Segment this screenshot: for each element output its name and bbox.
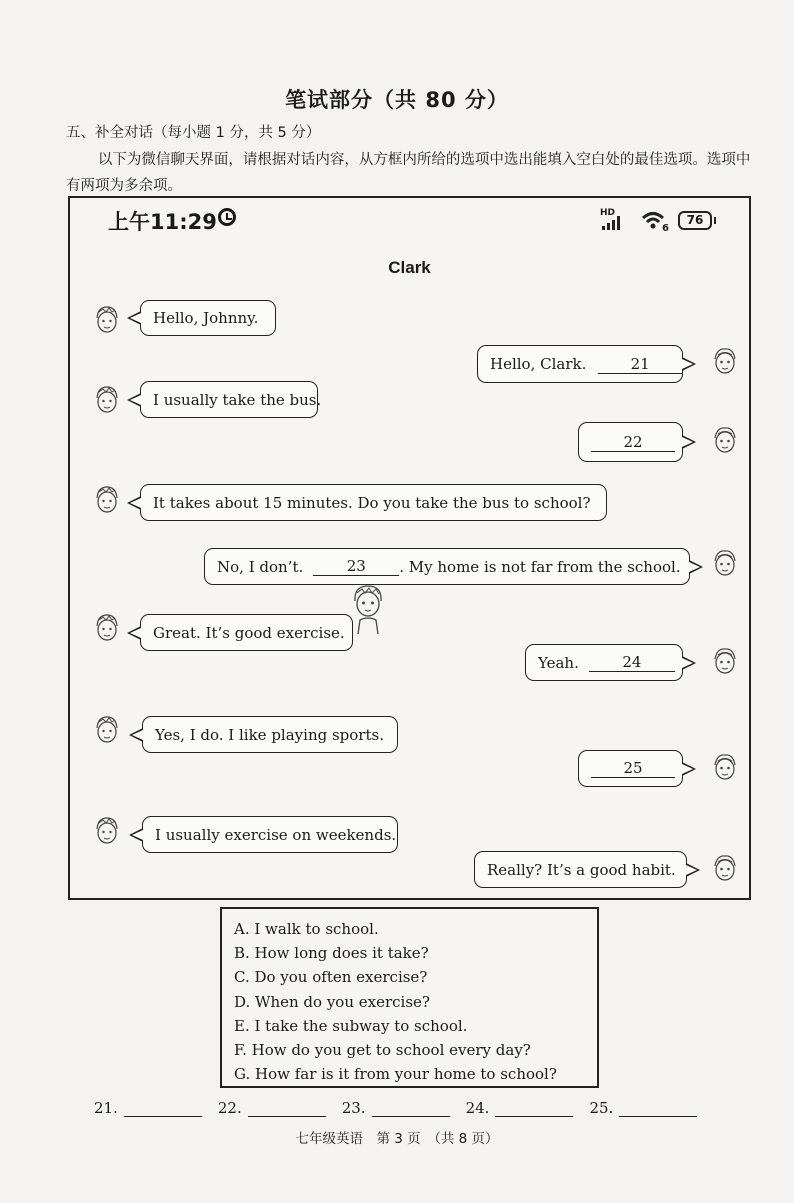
option-c: C. Do you often exercise?	[234, 968, 428, 987]
options-box	[220, 907, 599, 1088]
answer-blank[interactable]	[619, 1102, 697, 1117]
chat-text: I usually exercise on weekends.	[155, 825, 397, 844]
boy-illustration	[350, 583, 386, 635]
blank-24[interactable]: 24	[589, 653, 675, 672]
chat-text: Great. It’s good exercise.	[153, 623, 345, 642]
option-f: F. How do you get to school every day?	[234, 1041, 531, 1060]
chat-bubble-left	[140, 300, 276, 336]
option-g: G. How far is it from your home to school?	[234, 1065, 557, 1084]
chat-text: Yeah.	[538, 653, 579, 672]
answer-blank[interactable]	[495, 1102, 573, 1117]
battery-tip	[714, 217, 716, 224]
answer-blank[interactable]	[372, 1102, 450, 1117]
blank-23[interactable]: 23	[313, 557, 399, 576]
chat-bubble-right	[204, 548, 690, 585]
cartoon-face-icon	[94, 484, 120, 516]
cartoon-face-icon	[94, 384, 120, 416]
option-a: A. I walk to school.	[234, 920, 379, 938]
chat-bubble-right	[525, 644, 683, 681]
chat-text: I usually take the bus.	[153, 390, 322, 409]
chat-text: Yes, I do. I like playing sports.	[155, 725, 384, 744]
option-d: D. When do you exercise?	[234, 992, 430, 1011]
blank-21[interactable]: 21	[598, 355, 682, 374]
cartoon-face-icon	[94, 612, 120, 644]
chat-bubble-left	[140, 484, 607, 521]
answer-label: 23.	[341, 1099, 366, 1117]
cartoon-face-icon	[94, 304, 120, 336]
chat-bubble-left	[142, 816, 398, 853]
cartoon-face-icon	[712, 646, 738, 678]
page-title: 笔试部分（共 80 分）	[285, 88, 509, 112]
signal-icon	[602, 216, 620, 230]
option-e: E. I take the subway to school.	[234, 1016, 468, 1035]
section-instructions: 以下为微信聊天界面，请根据对话内容，从方框内所给的选项中选出能填入空白处的最佳选项。选项中有两项为多余项。	[66, 152, 751, 194]
blank-25[interactable]: 25	[591, 759, 675, 778]
wifi-badge: 6	[662, 223, 669, 231]
page-footer: 七年级英语 第 3 页 （共 8 页）	[295, 1131, 499, 1147]
chat-text: It takes about 15 minutes. Do you take the bus to school?	[153, 493, 591, 512]
chat-bubble-right	[474, 851, 687, 888]
chat-text: No, I don’t.	[217, 557, 304, 576]
alarm-clock-icon	[218, 208, 236, 226]
cartoon-face-icon	[94, 815, 120, 847]
chat-bubble-right	[578, 422, 683, 462]
answer-blank[interactable]	[248, 1102, 326, 1117]
cartoon-face-icon	[712, 752, 738, 784]
blank-22[interactable]: 22	[591, 433, 675, 452]
battery-indicator: 76	[678, 211, 712, 230]
answer-label: 22.	[217, 1099, 242, 1117]
answer-row	[94, 1099, 744, 1117]
chat-bubble-right	[477, 345, 683, 383]
chat-text: . My home is not far from the school.	[399, 557, 681, 576]
section-title: 五、补全对话（每小题 1 分，共 5 分）	[66, 125, 321, 141]
network-label: HD	[600, 208, 616, 218]
chat-contact-name: Clark	[388, 258, 431, 277]
chat-bubble-right	[578, 750, 683, 787]
chat-text: Hello, Johnny.	[153, 309, 259, 327]
answer-label: 21.	[94, 1099, 118, 1117]
chat-text: Hello, Clark.	[490, 355, 587, 373]
cartoon-face-icon	[94, 714, 120, 746]
cartoon-face-icon	[712, 548, 738, 580]
answer-label: 24.	[465, 1099, 490, 1117]
chat-bubble-left	[140, 381, 322, 418]
wifi-icon	[640, 209, 670, 234]
answer-label: 25.	[589, 1099, 614, 1117]
status-time: 上午11:29	[108, 210, 217, 234]
answer-blank[interactable]	[124, 1102, 202, 1117]
option-b: B. How long does it take?	[234, 944, 429, 963]
cartoon-face-icon	[712, 346, 738, 378]
chat-bubble-left	[140, 614, 353, 651]
chat-text: Really? It’s a good habit.	[487, 860, 676, 879]
cartoon-face-icon	[712, 425, 738, 457]
chat-bubble-left	[142, 716, 398, 753]
cartoon-face-icon	[712, 853, 738, 885]
